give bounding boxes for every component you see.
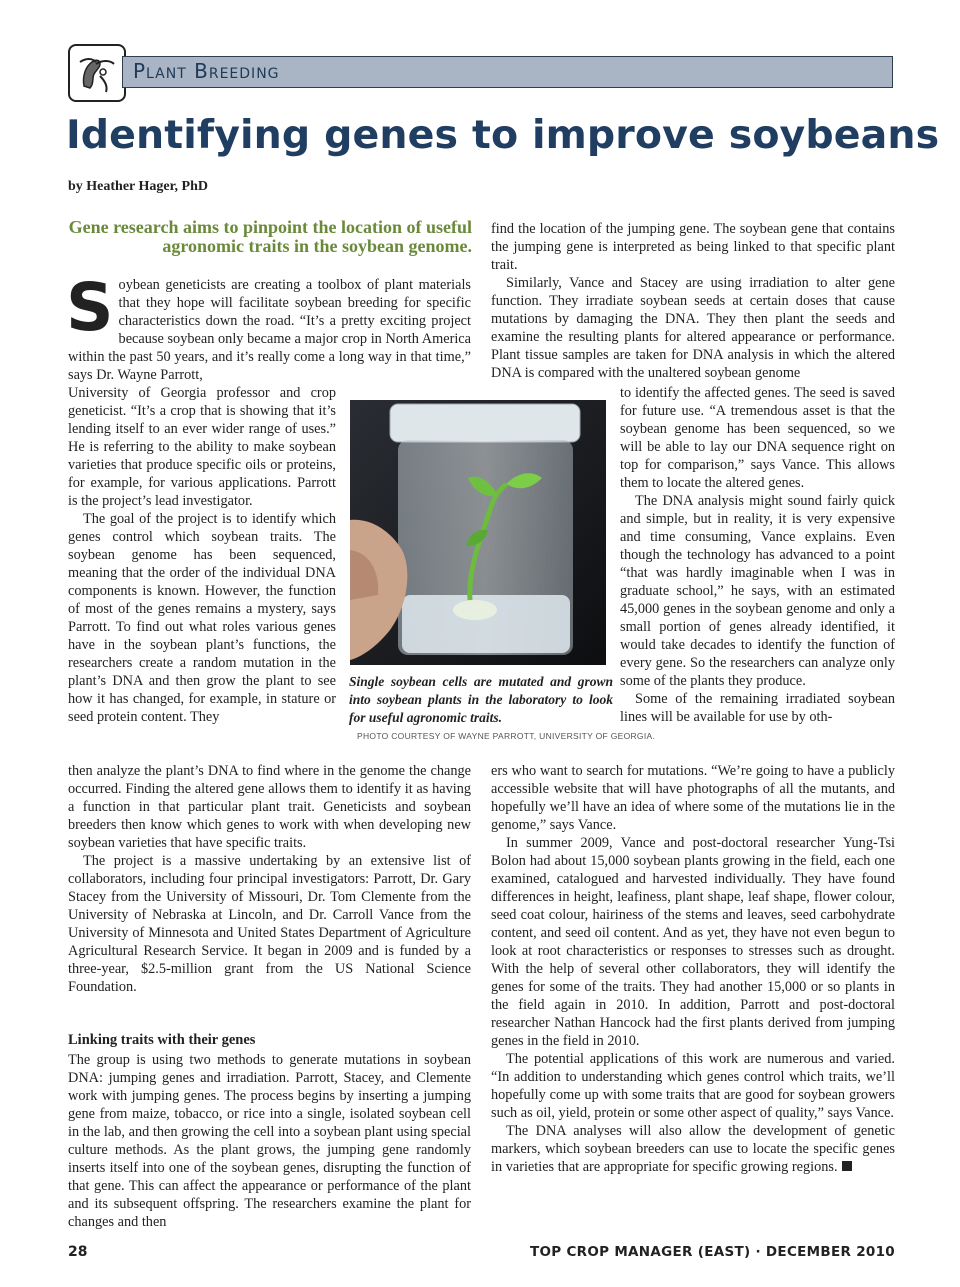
paragraph-collaborators: The project is a massive undertaking by an extensive list of collaborators, including four principal investigators: Parrott, Dr. Gary Stacey from the University of Missouri, Dr. Tom Clemente from the University of Nebraska at Lincoln, and Dr. Carroll Vance from the University of Minnesota and United States Department of Agriculture Agricultural Research Service. It began in 2009 and is funded by a three-year, $2.5-million grant from the US National Science Foundation. xyxy=(68,853,471,995)
publication-footer: TOP CROP MANAGER (EAST) · DECEMBER 2010 xyxy=(529,1244,895,1260)
left-column-intro xyxy=(66,269,471,384)
paragraph-goal: The goal of the project is to identify which genes control which soybean traits. The soybean genome has been sequenced, meaning that the order of the individual DNA components is known. However, the function of most of the genes remains a mystery, says Parrott. To find out what roles various genes have in the soybean plant’s functions, the researchers create a random mutation in the plant’s DNA and then grow the plant to see how it has changed, for example, in stature or seed protein content. They xyxy=(68,511,336,725)
paragraph-irradiation-continued: to identify the affected genes. The seed is saved for future use. “A tremendous asset is that the soybean genome has been sequenced, so we will be able to lay our DNA sequence right on top for comparison,” says Vance. This allows them to locate the altered genes. xyxy=(620,385,895,491)
article-title: Identifying genes to improve soybeans xyxy=(66,112,940,158)
paragraph-genetic-markers: The DNA analyses will also allow the development of genetic markers, which soybean breeders can use to locate the specific genes in varieties that are appropriate for specific growing regions. xyxy=(491,1123,895,1175)
end-mark-icon xyxy=(842,1161,852,1171)
right-column-bottom xyxy=(491,762,895,1176)
right-column-narrow xyxy=(620,384,895,726)
photo-credit: PHOTO COURTESY OF WAYNE PARROTT, UNIVERSITY OF GEORGIA. xyxy=(357,731,656,741)
left-column-narrow xyxy=(68,384,336,726)
paragraph-intro-continued: University of Georgia professor and crop geneticist. “It’s a crop that is showing that it’s lending itself to an ever wider range of uses.” He is referring to the ability to make soybean varieties that produce specific oils or proteins, for example, for various applications. Parrott is the project’s lead investigator. xyxy=(68,385,336,509)
left-column-wide xyxy=(68,762,471,996)
paragraph-intro: oybean geneticists are creating a toolbox of plant materials that they hope will facilitate soybean breeding for specific characteristics down the road. “It’s a pretty exciting project because soybean only became a major crop in North America within the past 50 years, and it’s really come a long way in that time,” says Dr. Wayne Parrott, xyxy=(68,277,471,383)
paragraph-goal-continued: then analyze the plant’s DNA to find where in the genome the change occurred. Finding the altered gene allows them to identify it as having a function in that particular plant trait. Geneticists and soybean breeders then know which genes to work with when developing new soybean varieties that have specific traits. xyxy=(68,763,471,851)
paragraph-irradiation: Similarly, Vance and Stacey are using irradiation to alter gene function. They irradiate soybean seeds at certain doses that cause mutations by damaging the DNA. They then plant the seeds and examine the resulting plants for altered appearance or performance. Plant tissue samples are taken for DNA analysis in which the altered DNA is compared with the unaltered soybean genome xyxy=(491,275,895,381)
paragraph-jumping-gene: find the location of the jumping gene. The soybean gene that contains the jumping gene is interpreted as being linked to that specific plant trait. xyxy=(491,221,895,273)
drop-cap: S xyxy=(66,269,114,346)
paragraph-dna-analysis: The DNA analysis might sound fairly quick and simple, but in reality, it is very expensive and time consuming, Vance explains. Even though the technology has advanced to a point “that was hardly imaginable when I was in graduate school,” he says, with an estimated 45,000 genes in the soybean genome and only a small portion of genes already identified, it would take decades to identify the function of every gene. So the researchers can analyze only some of the plants they produce. xyxy=(620,493,895,689)
article-deck: Gene research aims to pinpoint the location of useful agronomic traits in the soybean genome. xyxy=(68,217,472,256)
section-label: Plant Breeding xyxy=(133,59,280,83)
photo-caption: Single soybean cells are mutated and grown into soybean plants in the laboratory to look for useful agronomic traits. xyxy=(349,674,613,725)
right-column-top xyxy=(491,220,895,382)
byline: by Heather Hager, PhD xyxy=(68,179,208,194)
paragraph-methods: The group is using two methods to generate mutations in soybean DNA: jumping genes and irradiation. Parrott, Stacey, and Clemente work with jumping genes. The process begins by inserting a jumping gene from maize, tobacco, or rice into a single, isolated soybean cell in the lab, and then growing the cell into a soybean plant using special culture methods. As the plant grows, the jumping gene randomly inserts itself into one of the soybean genes, disrupting the function of that gene. This can affect the appearance or performance of the plant and its subsequent offspring. The researchers examine the plant for changes and then xyxy=(68,1052,471,1230)
page-number: 28 xyxy=(68,1244,88,1260)
paragraph-soybean-lines: Some of the remaining irradiated soybean lines will be available for use by oth- xyxy=(620,691,895,725)
paragraph-field-trials: In summer 2009, Vance and post-doctoral researcher Yung-Tsi Bolon had about 15,000 soybean plants growing in the field, each one examined, catalogued and harvested individually. They have found differences in height, leafiness, plant shape, leaf shape, flower colour, seed coat colour, hairiness of the stems and leaves, seed carbohydrate content, and seed oil content. And as yet, they have not even begun to look at root characteristics or responses to stresses such as drought. With the help of several other collaborators, they will identify the genes for some of the traits. They had another 15,000 or so plants in the field again in 2010. In addition, Parrott and post-doctoral researcher Nathan Hancock had the first plants derived from jumping genes in the field in 2010. xyxy=(491,835,895,1049)
subheading: Linking traits with their genes xyxy=(68,1032,256,1048)
paragraph-applications: The potential applications of this work are numerous and varied. “In addition to understanding which genes control which traits, we’ll hopefully come up with some traits that are good for soybean growers such as oil, yield, protein or some other aspect of quality,” says Vance. xyxy=(491,1051,895,1121)
soybean-culture-photo xyxy=(350,400,606,665)
plant-breeding-icon xyxy=(68,44,126,102)
left-column-bottom xyxy=(68,1051,471,1231)
paragraph-soybean-lines-continued: ers who want to search for mutations. “We’re going to have a publicly accessible website that will have photographs of all the mutants, and hopefully we’ll have an idea of where some of the mutations lie in the genome,” says Vance. xyxy=(491,763,895,833)
